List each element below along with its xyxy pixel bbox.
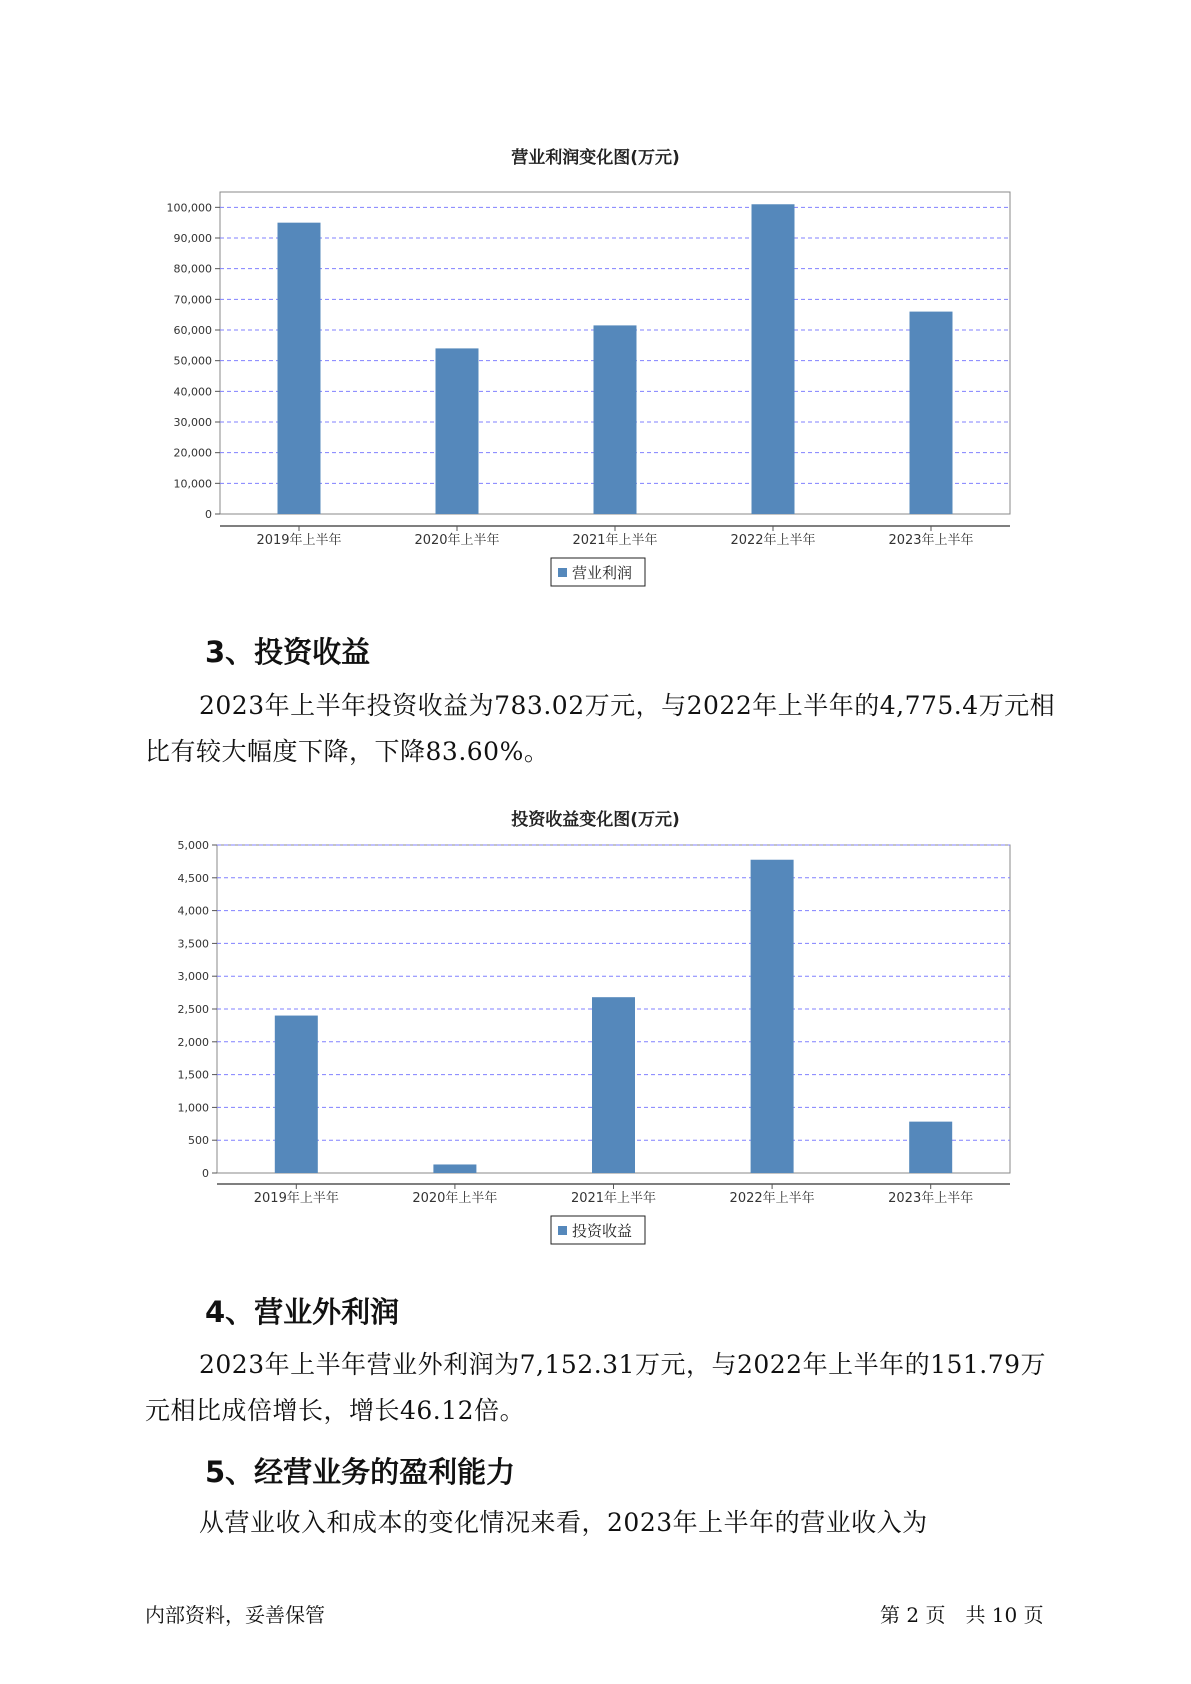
footer-confidential-note: 内部资料，妥善保管 [145, 1603, 325, 1627]
x-tick-label: 2022年上半年 [730, 533, 816, 548]
y-tick-label: 30,000 [173, 416, 212, 429]
y-tick-label: 4,500 [177, 871, 209, 885]
section-5-heading: 5、经营业务的盈利能力 [205, 1455, 516, 1489]
y-tick-label: 2,500 [177, 1003, 209, 1016]
y-tick-label: 5,000 [177, 839, 209, 852]
section-3-heading: 3、投资收益 [205, 635, 371, 669]
legend-swatch [558, 1226, 567, 1235]
x-tick-label: 2022年上半年 [729, 1191, 815, 1206]
y-tick-label: 1,000 [177, 1101, 209, 1115]
bar [751, 860, 794, 1173]
bar [433, 1164, 476, 1173]
y-tick-label: 70,000 [173, 293, 212, 307]
y-tick-label: 50,000 [173, 354, 212, 368]
footer-page-number: 第 2 页 共 10 页 [880, 1603, 1044, 1627]
chart1-title: 营业利润变化图(万元) [511, 148, 680, 168]
y-tick-label: 100,000 [166, 201, 212, 215]
bar [909, 1122, 952, 1173]
x-tick-label: 2019年上半年 [256, 533, 342, 548]
legend-label: 投资收益 [572, 1222, 633, 1240]
x-tick-label: 2023年上半年 [888, 533, 974, 548]
y-tick-label: 0 [205, 508, 212, 521]
y-tick-label: 90,000 [173, 232, 212, 245]
x-tick-label: 2020年上半年 [414, 533, 500, 548]
section-5-text: 从营业收入和成本的变化情况来看，2023年上半年的营业收入为 [199, 1508, 928, 1537]
section-4-text: 2023年上半年营业外利润为7,152.31万元，与2022年上半年的151.79万元相比成倍增长，增长46.12倍。 [145, 1350, 1047, 1425]
y-tick-label: 80,000 [173, 262, 212, 276]
x-tick-label: 2019年上半年 [253, 1191, 339, 1206]
y-tick-label: 60,000 [173, 324, 212, 337]
y-tick-label: 3,500 [177, 937, 209, 951]
legend-label: 营业利润 [572, 564, 633, 582]
y-tick-label: 40,000 [173, 385, 212, 399]
x-tick-label: 2021年上半年 [570, 1191, 657, 1206]
section-3-text: 2023年上半年投资收益为783.02万元，与2022年上半年的4,775.4万元相比有较大幅度下降，下降83.60%。 [145, 691, 1056, 766]
bar [592, 997, 635, 1173]
y-tick-label: 3,000 [177, 970, 209, 984]
y-tick-label: 1,500 [177, 1068, 209, 1082]
x-tick-label: 2020年上半年 [412, 1191, 498, 1206]
y-tick-label: 2,000 [177, 1035, 209, 1049]
bar [275, 1016, 318, 1173]
x-tick-label: 2023年上半年 [888, 1191, 974, 1206]
y-tick-label: 0 [202, 1167, 209, 1180]
chart2-title: 投资收益变化图(万元) [511, 810, 680, 830]
y-tick-label: 4,000 [177, 904, 209, 918]
section-4-heading: 4、营业外利润 [205, 1295, 400, 1329]
y-tick-label: 500 [188, 1134, 209, 1148]
x-tick-label: 2021年上半年 [572, 533, 658, 548]
y-tick-label: 10,000 [173, 477, 212, 491]
y-tick-label: 20,000 [173, 446, 212, 460]
